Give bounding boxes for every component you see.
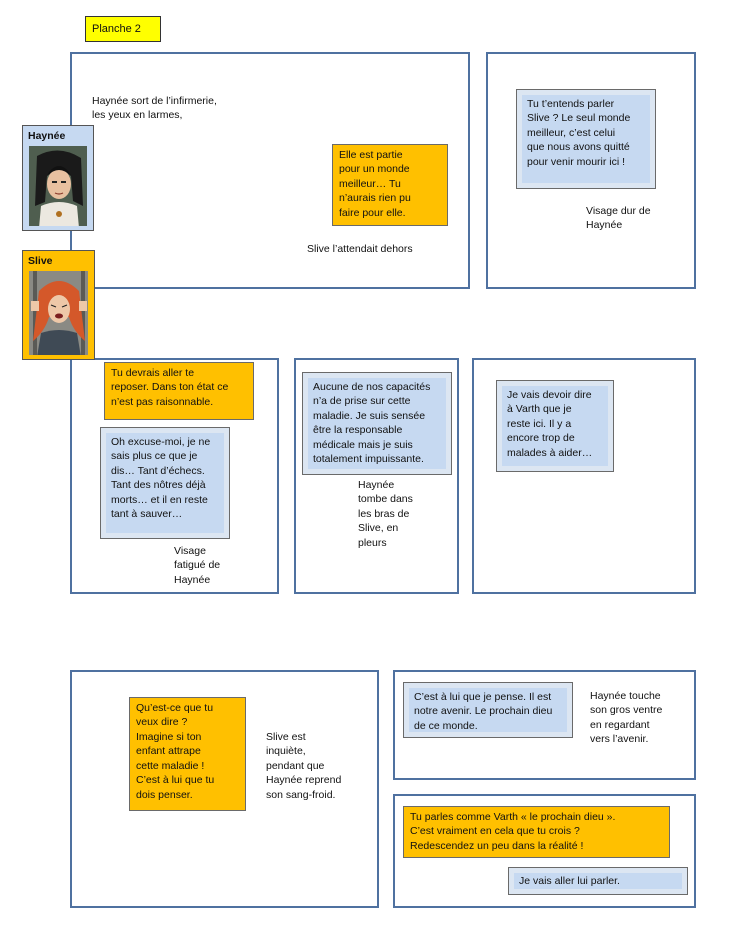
panel-3-2: [393, 670, 696, 780]
bubble-text: Oh excuse-moi, je ne sais plus ce que je dis… Tant d’échecs. Tant des nôtres déjà morts… et il en reste tant à sauver…: [106, 433, 224, 533]
bubble-text: Tu t’entends parler Slive ? Le seul monde meilleur, c’est celui que nous avons quitté pour venir mourir ici !: [522, 95, 650, 183]
speech-bubble-slive: Qu’est-ce que tu veux dire ? Imagine si ton enfant attrape cette maladie ! C’est à lui que tu dois penser.: [129, 697, 246, 811]
panel-2-3: [472, 358, 696, 594]
speech-bubble-haynee: [496, 380, 614, 472]
panel-3-1: [70, 670, 379, 908]
speech-bubble-slive: Elle est partie pour un monde meilleur… Tu n’aurais rien pu faire pour elle.: [332, 144, 448, 226]
narration: Visage fatigué de Haynée: [174, 545, 221, 586]
slive-portrait: [29, 271, 88, 355]
character-card-haynee: [22, 125, 94, 231]
speech-bubble-slive: Tu parles comme Varth « le prochain dieu ». C’est vraiment en cela que tu crois ? Redescendez un peu dans la réalité !: [403, 806, 670, 858]
page-label: Planche 2: [85, 16, 161, 42]
panel-1-2: [486, 52, 696, 289]
narration: Haynée sort de l’infirmerie, les yeux en larmes,: [92, 95, 217, 122]
character-name: Slive: [28, 255, 53, 267]
character-card-slive: [22, 250, 95, 360]
narration: Haynée tombe dans les bras de Slive, en pleurs: [358, 479, 413, 549]
haynee-portrait: [29, 146, 87, 226]
speech-bubble-haynee: [100, 427, 230, 539]
character-name: Haynée: [28, 130, 66, 142]
speech-bubble-haynee: [302, 372, 452, 475]
bubble-text: C’est à lui que je pense. Il est notre avenir. Le prochain dieu de ce monde.: [409, 688, 567, 732]
bubble-text: Je vais aller lui parler.: [514, 873, 682, 889]
narration: Visage dur de Haynée: [586, 205, 651, 232]
speech-bubble-slive: Tu devrais aller te reposer. Dans ton état ce n’est pas raisonnable.: [104, 362, 254, 420]
panel-2-2: [294, 358, 459, 594]
speech-bubble-haynee: [516, 89, 656, 189]
speech-bubble-haynee: [403, 682, 573, 738]
speech-bubble-haynee: [508, 867, 688, 895]
panel-3-3: [393, 794, 696, 908]
narration: Slive est inquiète, pendant que Haynée reprend son sang-froid.: [266, 731, 342, 801]
narration: Slive l’attendait dehors: [307, 243, 413, 255]
bubble-text: Aucune de nos capacités n’a de prise sur cette maladie. Je suis sensée être la responsable médicale mais je suis totalement impuissante.: [308, 378, 446, 469]
panel-1-1: [70, 52, 470, 289]
panel-2-1: [70, 358, 279, 594]
bubble-text: Je vais devoir dire à Varth que je reste ici. Il y a encore trop de malades à aider…: [502, 386, 608, 466]
narration: Haynée touche son gros ventre en regardant vers l’avenir.: [590, 690, 663, 746]
